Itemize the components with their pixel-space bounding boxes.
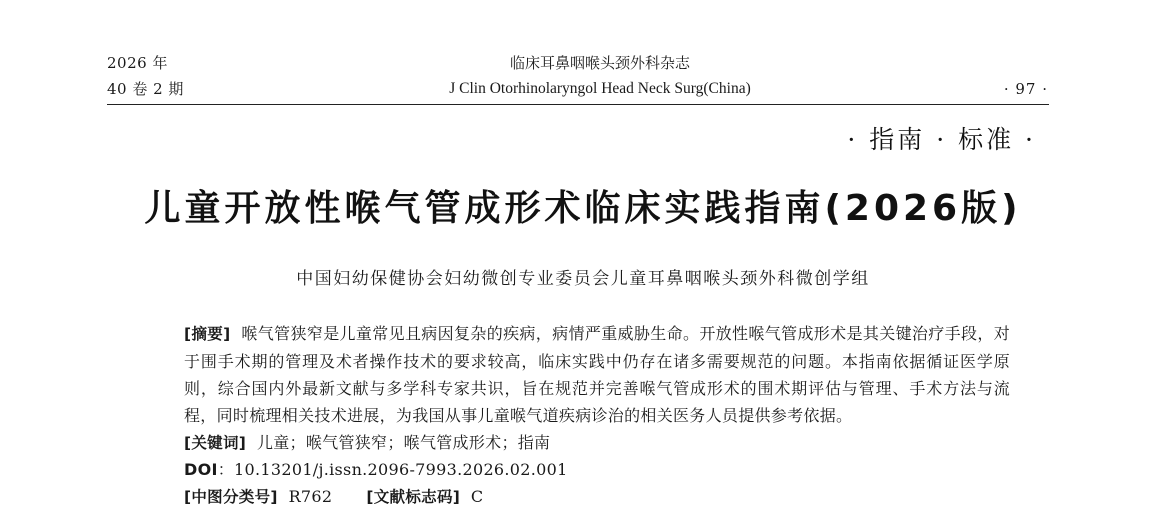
doi-line (184, 456, 568, 483)
clc-label: [中图分类号] (184, 488, 278, 506)
journal-title-cn: 临床耳鼻咽喉头颈外科杂志 (509, 54, 690, 72)
journal-title-en: J Clin Otorhinolaryngol Head Neck Surg(China) (449, 80, 751, 97)
keywords-text: 儿童；喉气管狭窄；喉气管成形术；指南 (256, 433, 551, 452)
abstract-paragraph (184, 320, 1010, 429)
doc-code-label: [文献标志码] (366, 488, 461, 506)
header-journal-name (360, 50, 840, 102)
header-volume-issue: 40 卷 2 期 (107, 80, 184, 98)
abstract-text: 喉气管狭窄是儿童常见且病因复杂的疾病，病情严重威胁生命。开放性喉气管成形术是其关键治疗手段，对于围手术期的管理及术者操作技术的要求较高，临床实践中仍存在诸多需要规范的问题。本指南依据循证医学原则，综合国内外最新文献与多学科专家共识，旨在规范并完善喉气管成形术的围术期评估与管理、手术方法与流程，同时梳理相关技术进展，为我国从事儿童喉气道疾病诊治的相关医务人员提供参考依据。 (184, 324, 1010, 425)
column-tag: · 指南 · 标准 · (847, 125, 1036, 154)
article-title: 儿童开放性喉气管成形术临床实践指南(2026版) (144, 188, 1022, 229)
abstract-label: [摘要] (184, 325, 231, 343)
keywords-label: [关键词] (184, 434, 247, 452)
header-issue-info (107, 50, 184, 102)
article-authors: 中国妇幼保健协会妇幼微创专业委员会儿童耳鼻咽喉头颈外科微创学组 (296, 269, 870, 289)
doc-code-value: C (470, 487, 484, 506)
doi-label: DOI (184, 460, 218, 479)
keywords-line (184, 429, 550, 457)
doi-text: ：10.13201/j.issn.2096-7993.2026.02.001 (217, 460, 568, 479)
classification-line (184, 483, 483, 511)
header-year: 2026 年 (107, 54, 168, 72)
header-divider (107, 104, 1049, 105)
clc-value: R762 (288, 487, 333, 506)
page-number: · 97 · (1003, 80, 1048, 98)
